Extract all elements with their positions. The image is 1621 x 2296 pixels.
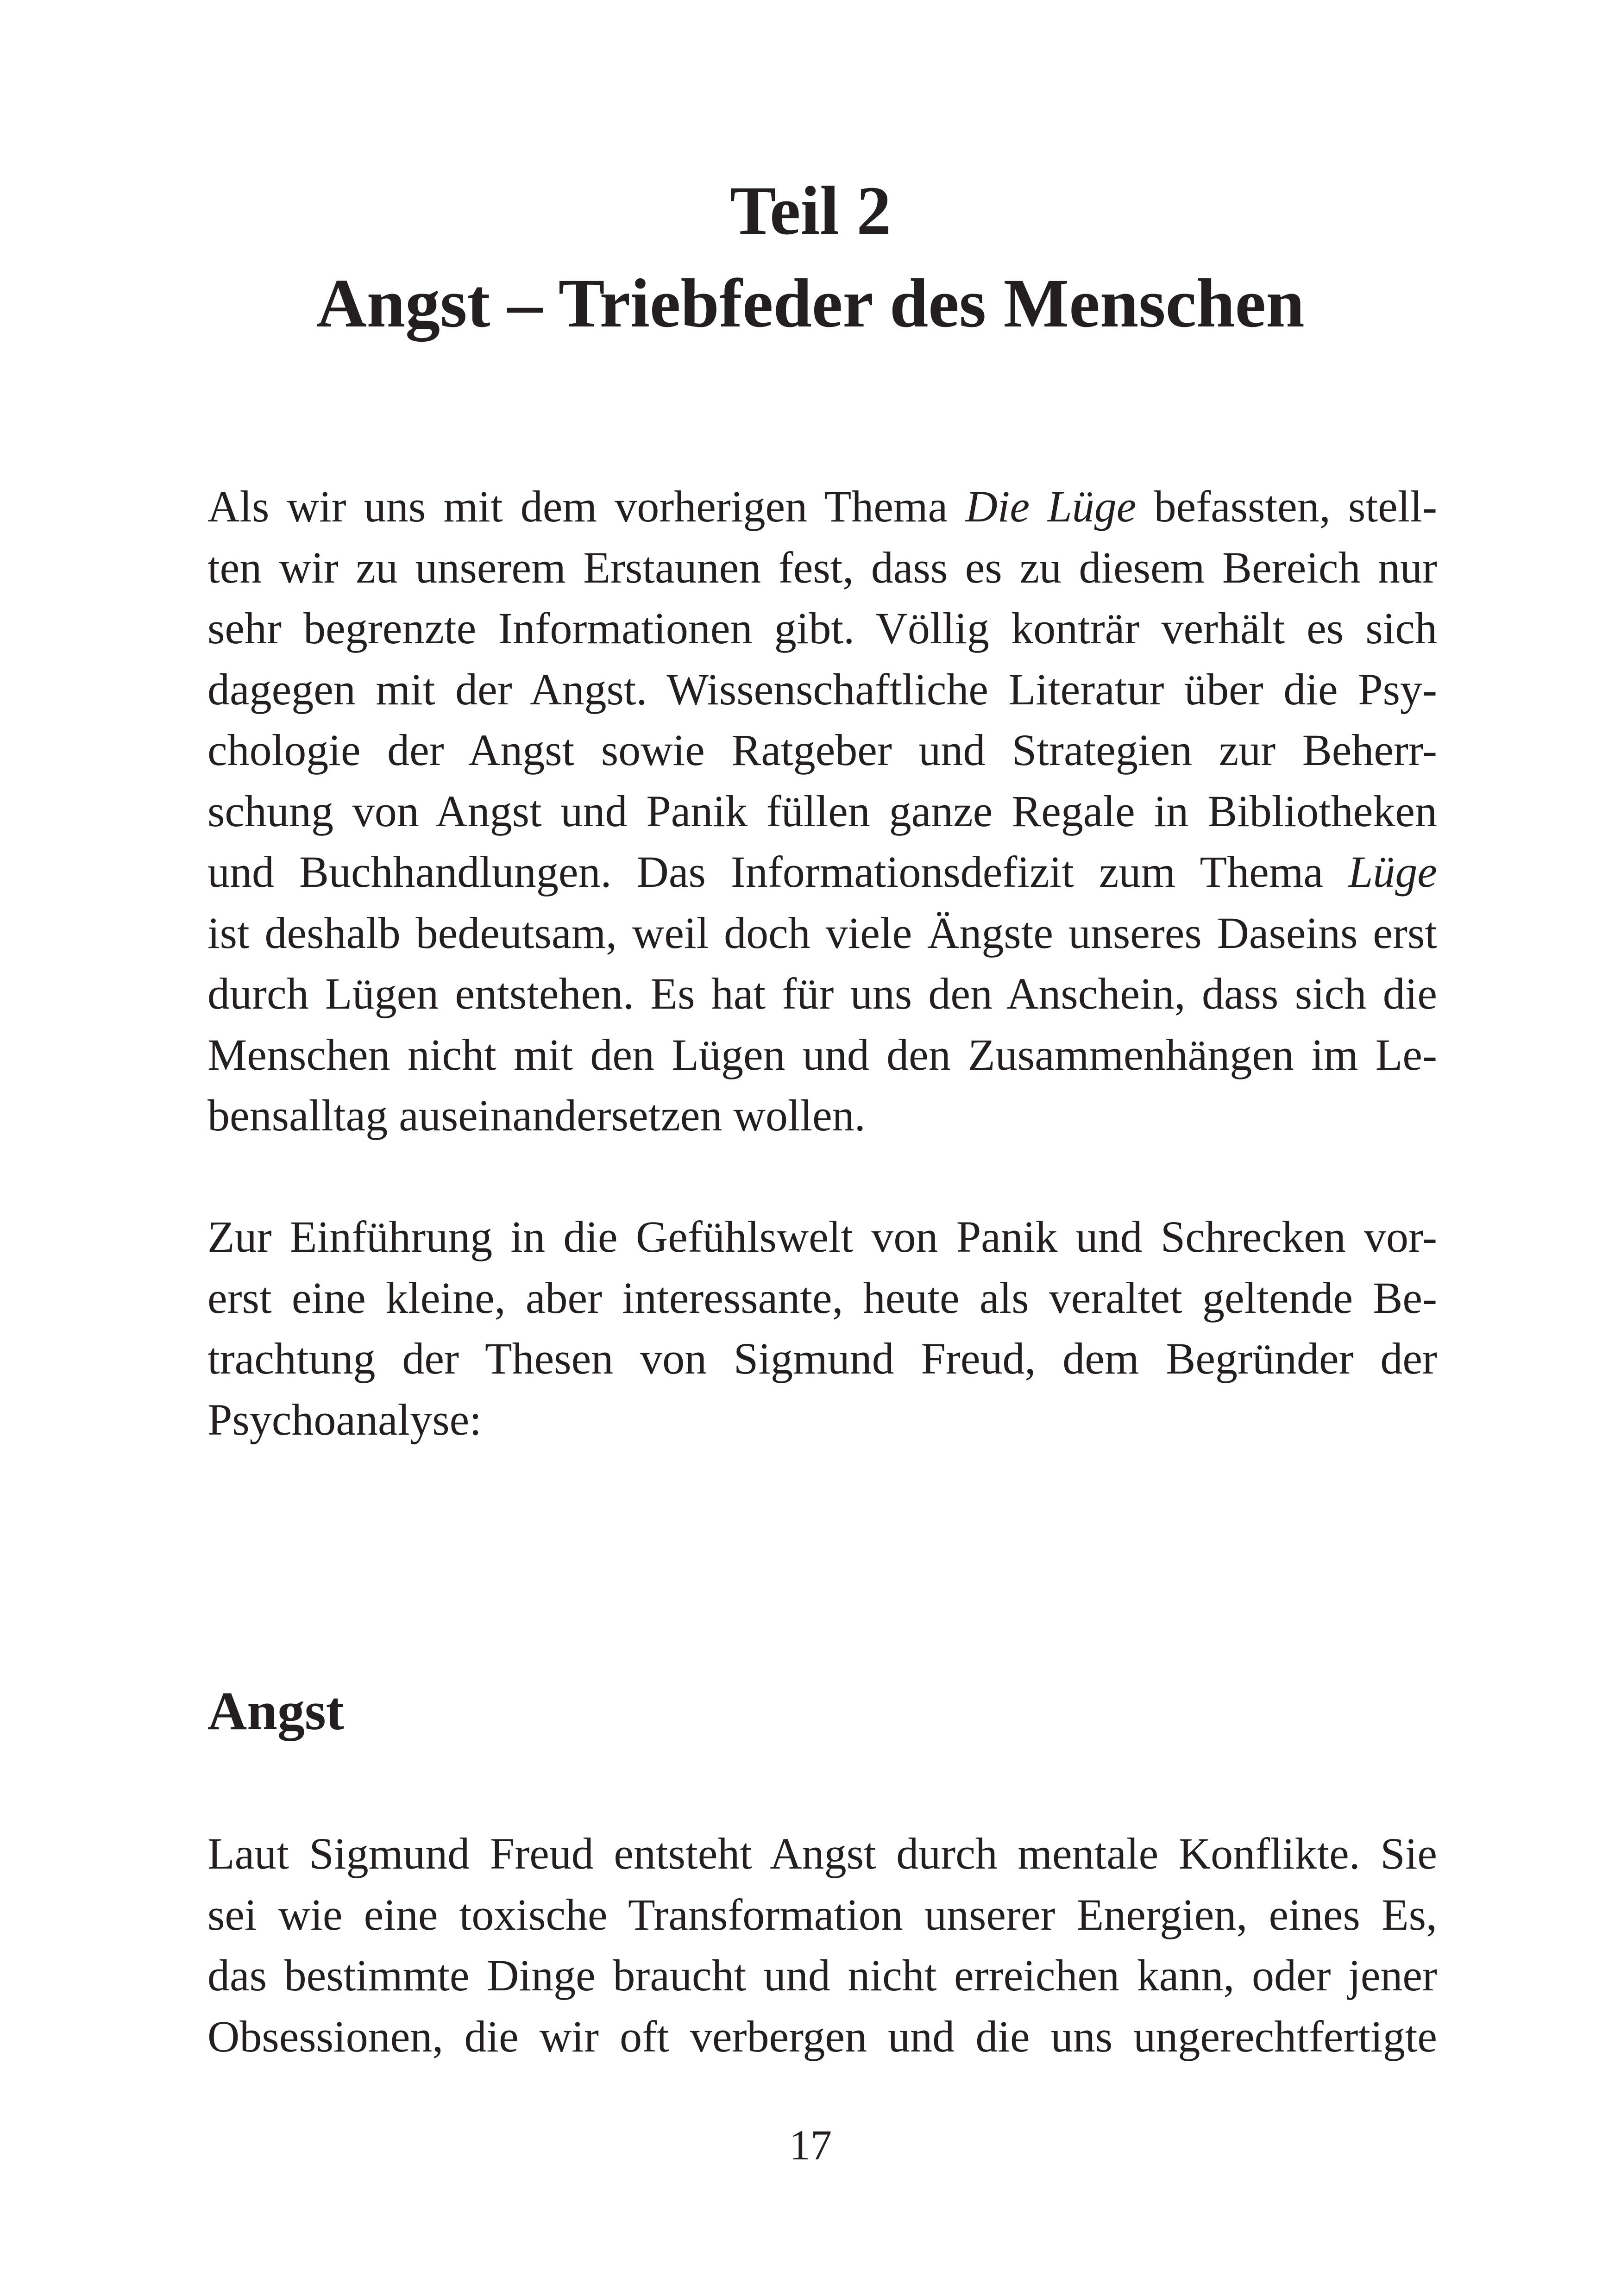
text-line: Als wir uns mit dem vorherigen Thema Die Lüge befassten, stell- xyxy=(207,482,1437,531)
part-number: Teil 2 xyxy=(729,172,892,249)
text-line: das bestimmte Dinge braucht und nicht erreichen kann, oder jener xyxy=(207,1951,1437,2000)
paragraph-freud-theory xyxy=(207,1823,1437,2067)
text-line: sehr begrenzte Informationen gibt. Völlig konträr verhält es sich xyxy=(207,603,1437,653)
text-line: Zur Einführung in die Gefühlswelt von Panik und Schrecken vor- xyxy=(207,1212,1437,1261)
text-line: Psychoanalyse: xyxy=(207,1394,482,1444)
text-line: Menschen nicht mit den Lügen und den Zusammenhängen im Le- xyxy=(207,1029,1437,1079)
text-line: schung von Angst und Panik füllen ganze Regale in Bibliotheken xyxy=(207,786,1437,836)
page-number: 17 xyxy=(789,2121,832,2169)
paragraph-freud-intro xyxy=(207,1206,1437,1450)
section-heading: Angst xyxy=(207,1681,345,1741)
text-line: bensalltag auseinandersetzen wollen. xyxy=(207,1091,866,1140)
part-heading xyxy=(0,164,1621,350)
paragraph-intro xyxy=(207,476,1437,1146)
text-line: chologie der Angst sowie Ratgeber und Strategien zur Beherr- xyxy=(207,725,1437,775)
part-title: Angst – Triebfeder des Menschen xyxy=(316,265,1305,342)
text-line: erst eine kleine, aber interessante, heute als veraltet geltende Be- xyxy=(207,1273,1437,1323)
text-line: trachtung der Thesen von Sigmund Freud, dem Begründer der xyxy=(207,1334,1437,1383)
text-line: Obsessionen, die wir oft verbergen und die uns ungerechtfertigte xyxy=(207,2011,1437,2061)
text-line: ist deshalb bedeutsam, weil doch viele Ängste unseres Daseins erst xyxy=(207,908,1437,958)
text-line: dagegen mit der Angst. Wissenschaftliche Literatur über die Psy- xyxy=(207,664,1437,714)
text-line: Laut Sigmund Freud entsteht Angst durch mentale Konflikte. Sie xyxy=(207,1829,1437,1878)
text-line: durch Lügen entstehen. Es hat für uns den Anschein, dass sich die xyxy=(207,969,1437,1018)
text-line: und Buchhandlungen. Das Informationsdefizit zum Thema Lüge xyxy=(207,847,1437,897)
text-line: sei wie eine toxische Transformation unserer Energien, eines Es, xyxy=(207,1889,1437,1939)
text-line: ten wir zu unserem Erstaunen fest, dass es zu diesem Bereich nur xyxy=(207,542,1437,592)
